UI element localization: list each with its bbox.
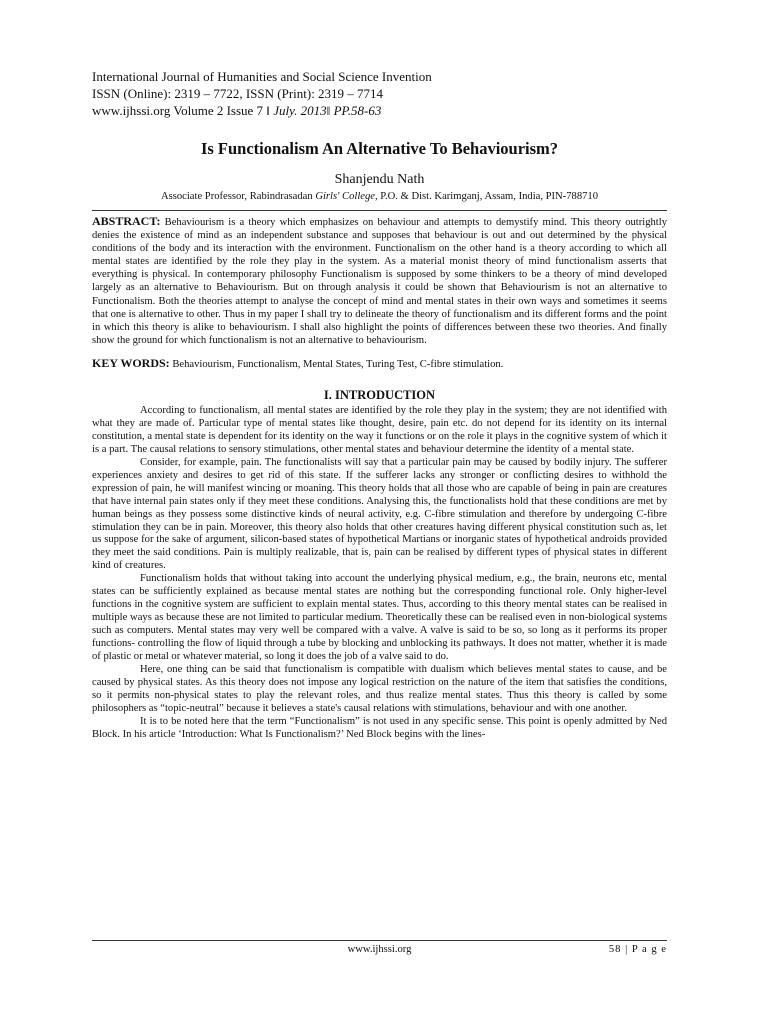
journal-date: July. 2013	[273, 103, 327, 118]
section-body	[92, 405, 667, 742]
footer-page-number: 58 | P a g e	[608, 944, 667, 955]
author-name: Shanjendu Nath	[334, 172, 425, 187]
paragraph: It is to be noted here that the term “Functionalism” is not used in any specific sense. This point is openly admitted by Ned Block. In his article ‘Introduction: What Is Functionalism?’ Ned Block begins with the lines-	[92, 715, 667, 740]
paragraph: According to functionalism, all mental states are identified by the role they play in the system; they are not identified with what they are made of. Particular type of mental states like thought, desire, pain etc. do not depend for its identity on its internal constitution, a mental state is dependent for its identity on the way it functions or on the role it plays in the cognitive system of which it is a part. The causal relations to sensory stimulations, other mental states and behaviour determine the identity of a mental state.	[92, 404, 667, 455]
footer-site: www.ijhssi.org	[347, 944, 412, 955]
journal-pages: PP.58-63	[333, 103, 382, 118]
affiliation-college: Girls' College	[315, 191, 375, 202]
keywords-text: Behaviourism, Functionalism, Mental States, Turing Test, C-fibre stimulation.	[172, 358, 504, 370]
abstract-label: ABSTRACT:	[92, 214, 161, 228]
paper-title: Is Functionalism An Alternative To Behaviourism?	[200, 139, 559, 158]
page-footer	[92, 940, 667, 961]
header-divider	[92, 210, 667, 211]
affiliation-suffix: , P.O. & Dist. Karimganj, Assam, India, PIN-788710	[374, 191, 599, 202]
paragraph: Consider, for example, pain. The functionalists will say that a particular pain may be caused by bodily injury. The sufferer experiences anxiety and desires to get rid of this state. If the sufferer lacks any stronger or conflicting desires to withhold the expression of pain, he will manifest wincing or moaning. This theory holds that all those who are capable of being in pain are creatures that have internal pain states only if they meet these conditions. Analysing this, the functionalists hold that these conditions are met by human beings as they possess some distinctive kinds of neural activity, e.g. C-fibre stimulation and therefore by undergoing C-fibre stimulation they can be in pain. Moreover, this theory also holds that other creatures having different physical constitution such as, let us suppose for the sake of argument, silicon-based states of hypothetical Martians or inorganic states of hypothetical androids provided they meet the said conditions. Pain is multiply realizable, that is, pain can be realised by different types of physical states in different kind of creatures.	[92, 456, 667, 572]
journal-volume-line	[92, 102, 667, 119]
journal-header	[92, 68, 667, 119]
journal-pages-separator: ǁ	[326, 103, 331, 118]
journal-name: International Journal of Humanities and Social Science Invention	[92, 69, 432, 84]
paper-page	[92, 68, 667, 742]
abstract-text: Behaviourism is a theory which emphasizes on behaviour and attempts to demystify mind. This theory outrightly denies the existence of mind as an independent substance and supposes that behaviour is out and out determined by the physical conditions of the body and its interaction with the environment. Functionalism on the other hand is a theory according to which all mental states are identified by the role they play in the system. As a material monist theory of mind functionalism asserts that everything is physical. In contemporary philosophy Functionalism is supposed by some thinkers to be a theory of mind developed largely as an alternative to Behaviourism. But on through analysis it could be shown that Behaviourism is not an alternative to Functionalism. Both the theories attempt to analyse the concept of mind and mental states in their own ways and sometimes it seems that one is alternative to other. Thus in my paper I shall try to delineate the theory of functionalism and its different forms and the point in which this theory is alike to behaviourism. I shall also highlight the points of differences between these two theories. And finally show the ground for which functionalism is not an alternative to behaviourism.	[92, 217, 667, 346]
section-heading: I. INTRODUCTION	[323, 387, 436, 402]
paragraph: Here, one thing can be said that functionalism is compatible with dualism which believes mental states to cause, and be caused by physical states. As this theory does not impose any logical restriction on the nature of the item that satisfies the conditions, so it permits non-physical states to play the relevant roles, and thus realize mental states. Thus this theory is called by some philosophers as “topic-neutral” because it believes a state's causal relations with stimulations, behaviour and with one another.	[92, 664, 667, 714]
keywords-label: KEY WORDS:	[92, 355, 170, 370]
keywords	[92, 356, 667, 372]
journal-site-volume: www.ijhssi.org Volume 2 Issue 7 ǁ	[92, 103, 270, 118]
abstract	[92, 215, 667, 347]
paragraph: Functionalism holds that without taking into account the underlying physical medium, e.g., the brain, neurons etc, mental states can be sufficiently explained as because mental states are nothing but the corresponding functional role. Only higher-level functions in the cognitive system are sufficient to explain mental states. Thus, according to this theory mental states can be realised in multiple ways as because these are not limited to particular medium. Theoretically these can be realised even in non-biological systems such as computers. Mental states may very well be compared with a valve. A valve is said to be so, so long as it performs its proper functions- controlling the flow of liquid through a tube by blocking and unblocking its pathways. It does not matter, whether it is made of plastic or metal or whatever material, so long it does the job of a valve said to do.	[92, 573, 667, 663]
journal-issn: ISSN (Online): 2319 – 7722, ISSN (Print): 2319 – 7714	[92, 86, 384, 101]
author-affiliation	[92, 190, 667, 204]
affiliation-prefix: Associate Professor, Rabindrasadan	[160, 191, 313, 202]
